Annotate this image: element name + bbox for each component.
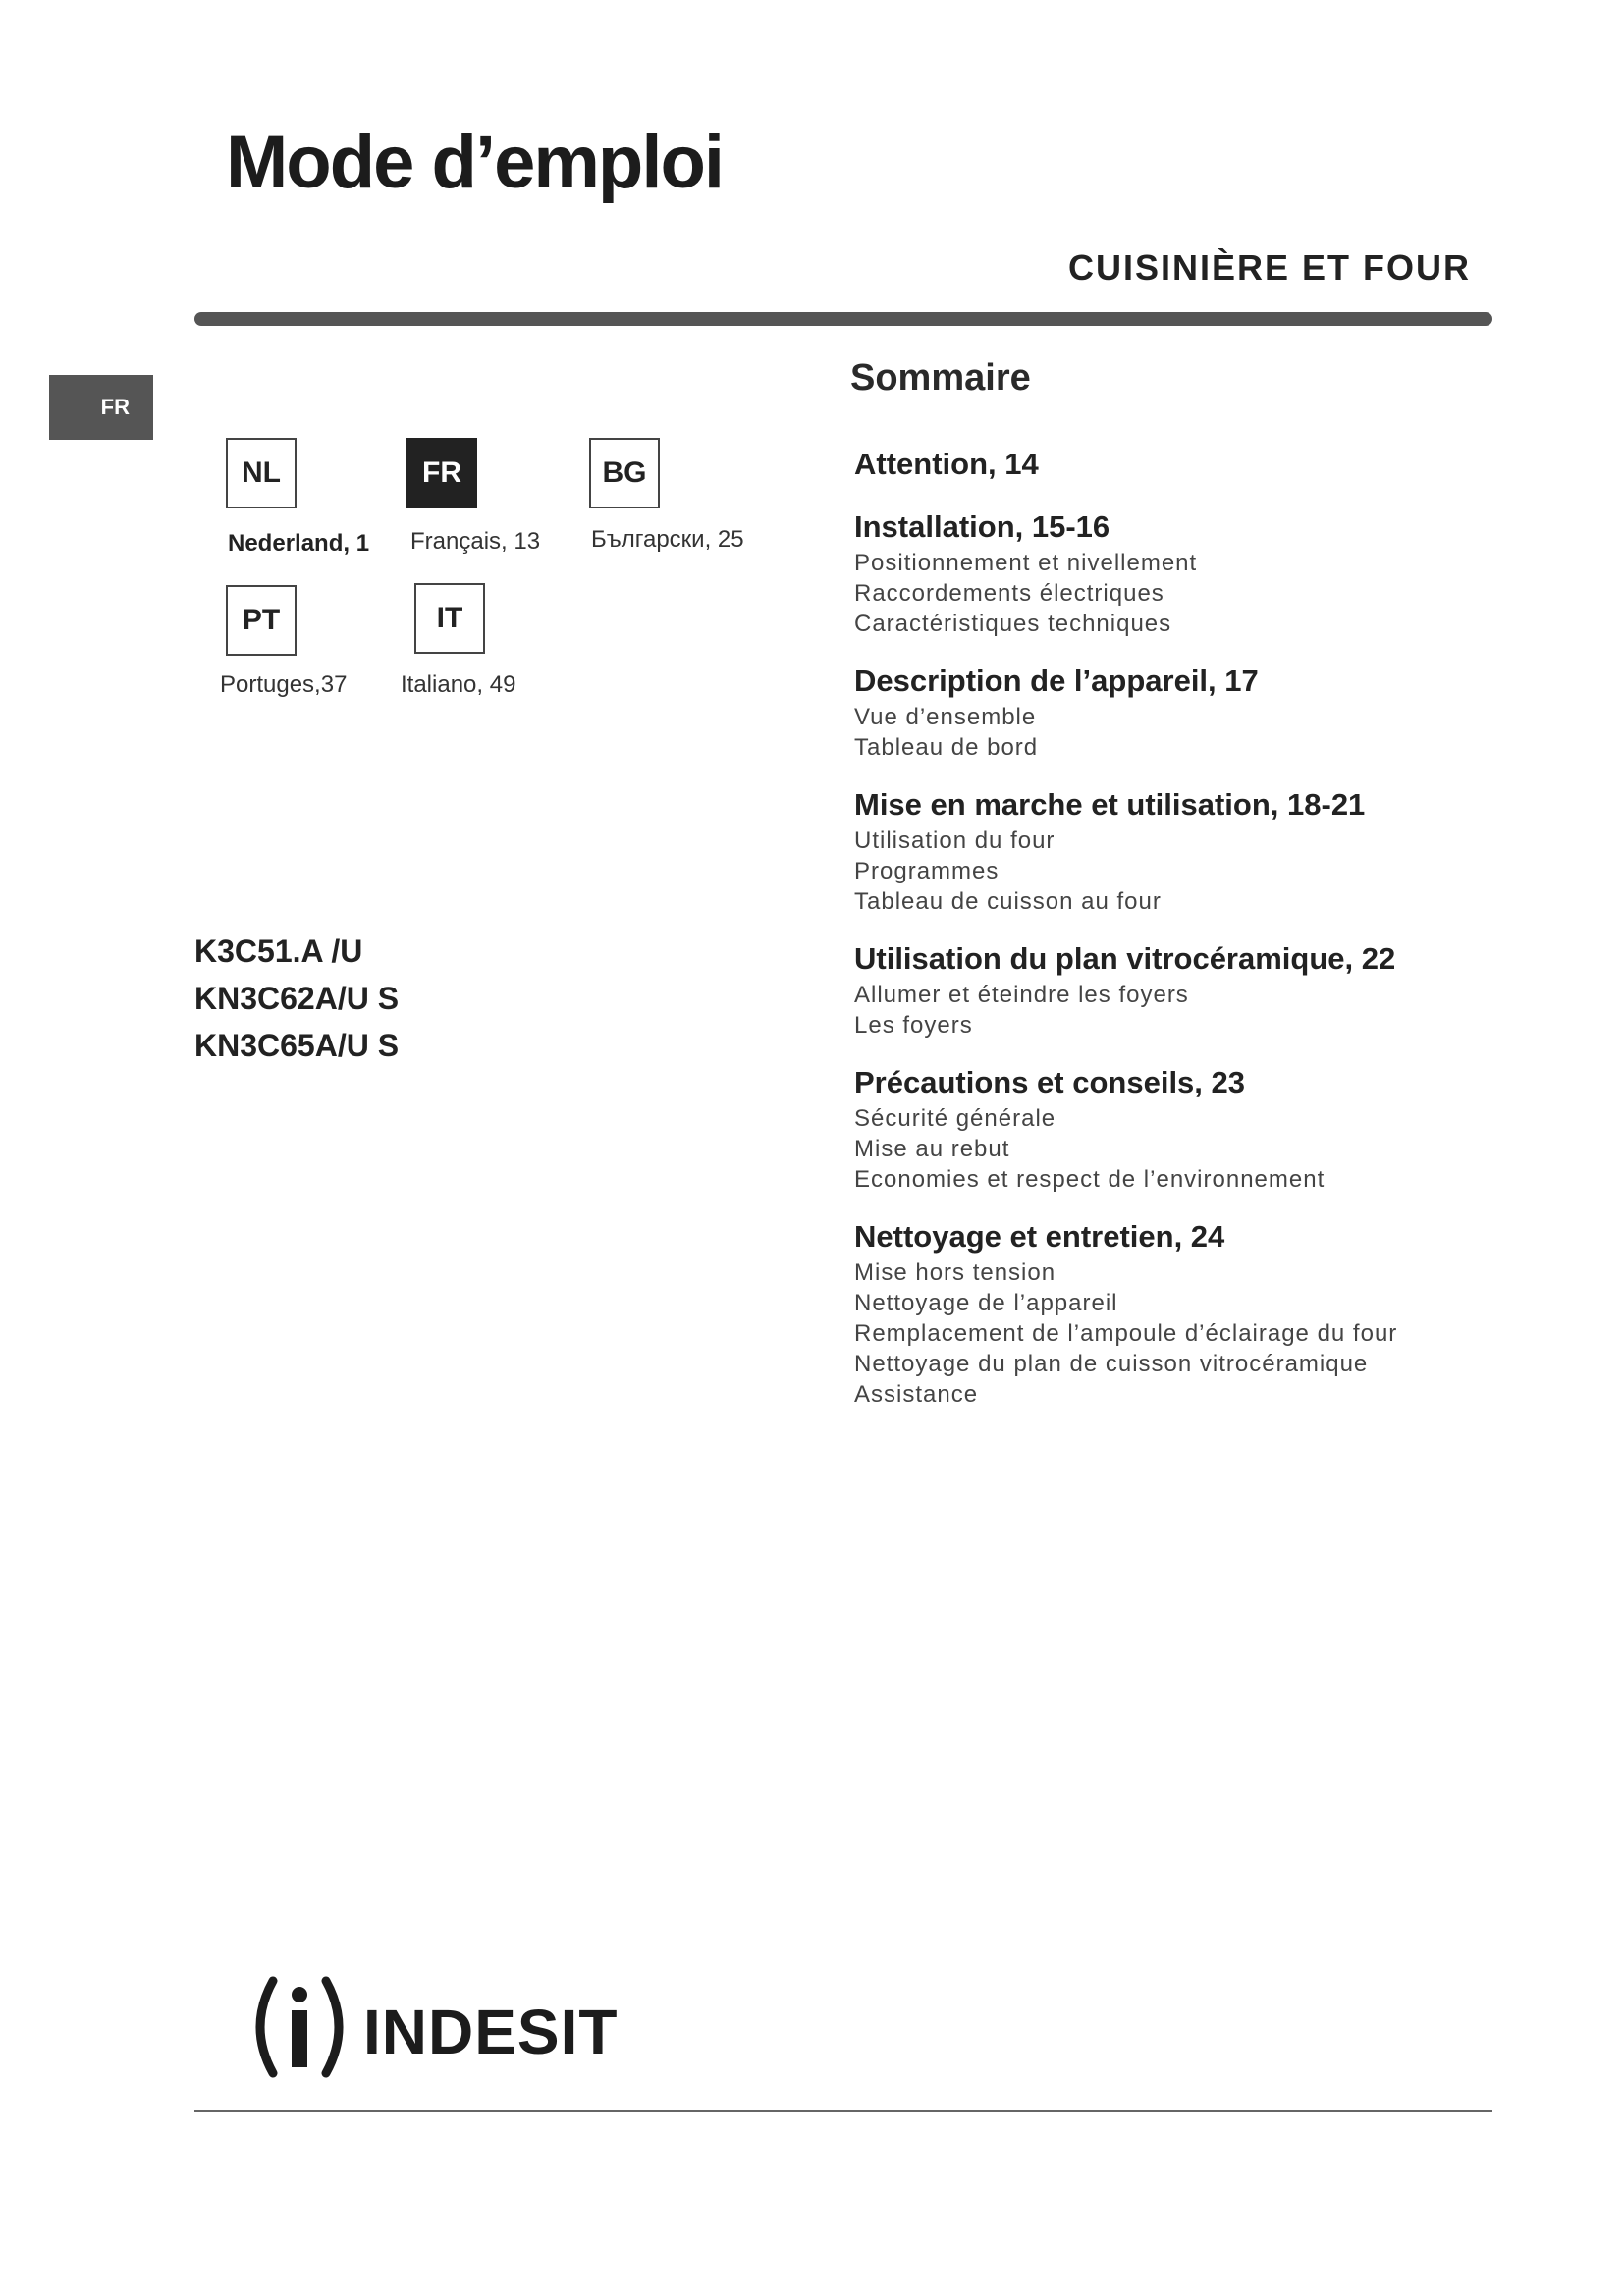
- indesit-logo: [244, 1973, 617, 2081]
- toc-item: Nettoyage de l’appareil: [854, 1290, 1118, 1316]
- toc-item: Programmes: [854, 858, 1000, 884]
- toc-item: Mise au rebut: [854, 1136, 1010, 1162]
- model-number: KN3C62A/U S: [194, 981, 400, 1016]
- language-box-nl[interactable]: NL: [226, 438, 297, 508]
- toc-section: [854, 784, 1542, 917]
- toc-section: [854, 444, 1542, 485]
- language-label-bg: Български, 25: [591, 526, 744, 553]
- header-divider: [194, 312, 1492, 326]
- page-title: Mode d’emploi: [226, 121, 723, 204]
- model-number: K3C51.A /U: [194, 934, 363, 969]
- toc-item: Tableau de cuisson au four: [854, 888, 1162, 915]
- toc-heading-vitroceramique[interactable]: Utilisation du plan vitrocéramique, 22: [854, 941, 1396, 976]
- toc-heading-precautions[interactable]: Précautions et conseils, 23: [854, 1065, 1246, 1099]
- toc-section: [854, 661, 1542, 763]
- toc-item: Allumer et éteindre les foyers: [854, 982, 1189, 1008]
- toc-item: Assistance: [854, 1381, 979, 1408]
- toc-section: [854, 507, 1542, 639]
- toc-heading-nettoyage[interactable]: Nettoyage et entretien, 24: [854, 1219, 1225, 1254]
- toc-heading-installation[interactable]: Installation, 15-16: [854, 509, 1110, 544]
- toc-heading-attention[interactable]: Attention, 14: [854, 447, 1039, 481]
- toc-heading-description[interactable]: Description de l’appareil, 17: [854, 664, 1259, 698]
- indesit-i-logo-icon: [244, 1973, 617, 2081]
- language-label-it: Italiano, 49: [401, 671, 516, 698]
- language-box-fr[interactable]: FR: [406, 438, 477, 508]
- toc-item: Utilisation du four: [854, 828, 1056, 854]
- toc-item: Remplacement de l’ampoule d’éclairage du four: [854, 1320, 1398, 1347]
- language-side-tab: FR: [49, 375, 153, 440]
- toc-item: Tableau de bord: [854, 734, 1039, 761]
- language-box-it[interactable]: IT: [414, 583, 485, 654]
- product-subtitle: CUISINIÈRE ET FOUR: [1067, 247, 1471, 288]
- language-box-pt[interactable]: PT: [226, 585, 297, 656]
- toc-item: Positionnement et nivellement: [854, 550, 1198, 576]
- toc-heading-mise-en-marche[interactable]: Mise en marche et utilisation, 18-21: [854, 787, 1366, 822]
- toc-section: [854, 1062, 1542, 1195]
- language-label-pt: Portuges,37: [220, 671, 348, 698]
- toc-title: Sommaire: [850, 357, 1031, 399]
- toc-item: Les foyers: [854, 1012, 973, 1039]
- brand-wordmark: INDESIT: [363, 1997, 617, 2067]
- model-list: [194, 928, 399, 1069]
- model-number: KN3C65A/U S: [194, 1028, 400, 1063]
- toc-section: [854, 1216, 1542, 1410]
- toc-item: Sécurité générale: [854, 1105, 1056, 1132]
- toc-item: Mise hors tension: [854, 1259, 1056, 1286]
- language-label-nl: Nederland, 1: [228, 530, 370, 557]
- toc-item: Caractéristiques techniques: [854, 611, 1172, 637]
- toc-section: [854, 938, 1542, 1041]
- toc-item: Nettoyage du plan de cuisson vitrocéramique: [854, 1351, 1369, 1377]
- toc-item: Vue d’ensemble: [854, 704, 1037, 730]
- toc-item: Economies et respect de l’environnement: [854, 1166, 1326, 1193]
- language-label-fr: Français, 13: [410, 528, 541, 555]
- language-box-bg[interactable]: BG: [589, 438, 660, 508]
- footer-divider: [194, 2110, 1492, 2112]
- toc-item: Raccordements électriques: [854, 580, 1164, 607]
- table-of-contents: [854, 444, 1542, 1431]
